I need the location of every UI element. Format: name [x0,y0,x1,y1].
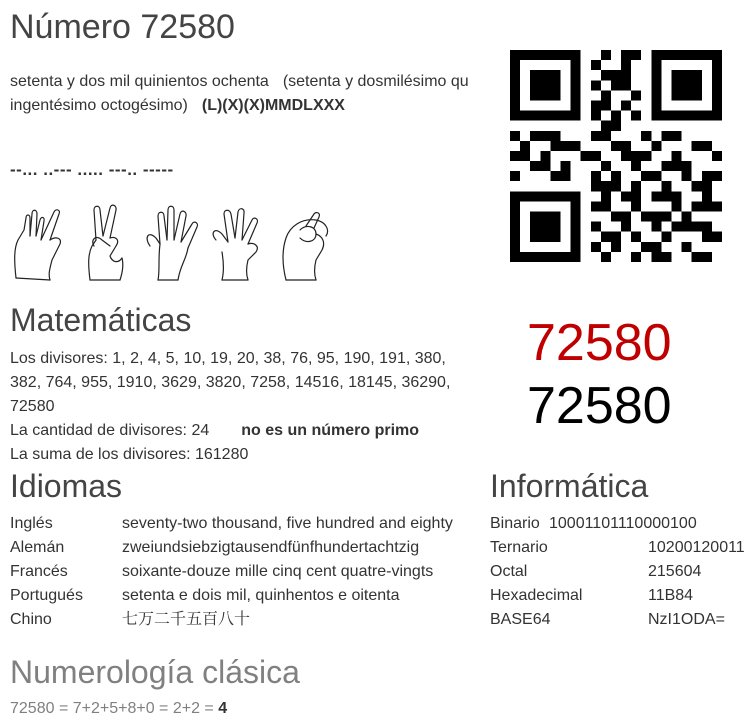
hand-seven-icon [15,210,61,280]
divisor-sum: La suma de los divisores: 161280 [10,446,249,463]
math-heading: Matemáticas [10,302,192,338]
sign-language-hands [10,200,340,282]
hand-two-icon [89,205,123,280]
math-section [10,347,480,467]
divisors-line-2: 382, 764, 955, 1910, 3629, 3820, 7258, 14516, 18145, 36290, [10,374,451,391]
numerology-result: 4 [218,700,228,717]
numerology-formula: 72580 = 7+2+5+8+0 = 2+2 = 4 [10,700,228,717]
hand-eight-icon [213,209,257,280]
languages-heading: Idiomas [10,468,123,504]
morse-code: --... ..--- ..... ---.. ----- [10,160,174,179]
divisor-count-row [10,419,480,443]
number-description [10,70,480,118]
roman-numeral: (L)(X)(X)MMDLXXX [201,97,345,114]
informatics-heading: Informática [490,468,649,504]
number-words: setenta y dos mil quinientos ochenta [10,73,269,90]
big-number-black: 72580 [527,377,672,435]
languages-table: Inglés seventy-two thousand, five hundred and eighty Alemán zweiundsiebzigtausendfünfhundertachtzig Francés soixante-douze mille cinq cent quatre-vingts Portugués setenta e dois mil, quinhentos e oitenta Chino 七万二千五百八十 [10,515,453,628]
divisor-count: La cantidad de divisores: 24 [10,422,210,439]
divisors-line-3: 72580 [10,398,55,415]
prime-status: no es un número primo [241,422,420,439]
number-ordinal: (setenta y dosmilésimo qu ingentésimo octogésimo) [10,73,469,114]
divisors-line-1: Los divisores: 1, 2, 4, 5, 10, 19, 20, 38, 76, 95, 190, 191, 380, [10,350,446,367]
informatics-table: Binario 10001101110000100 Ternario 10200120011 Octal 215604 Hexadecimal 11B84 BASE64 NzI1ODA= [490,515,745,628]
page-title: Número 72580 [10,8,235,46]
qr-code [510,50,722,262]
numerology-heading: Numerología clásica [10,654,300,690]
hand-five-icon [147,206,197,280]
hand-zero-icon [283,213,328,280]
big-number-red: 72580 [527,314,672,372]
